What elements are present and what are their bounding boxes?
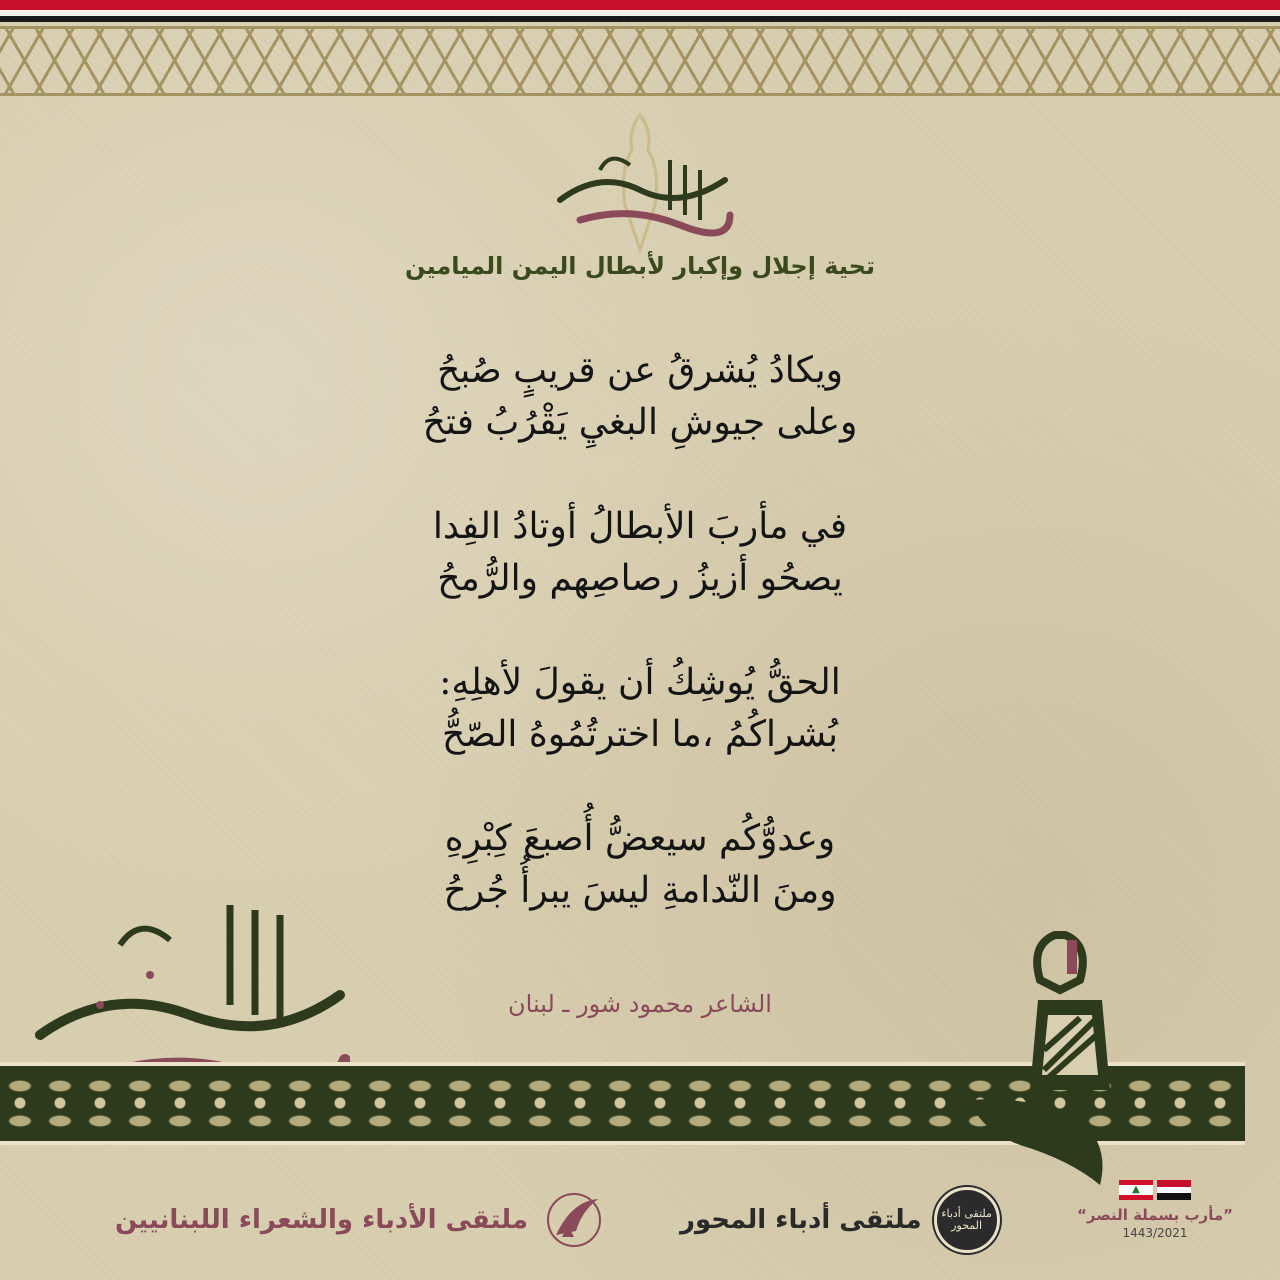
poem-verse: ويكادُ يُشرقُ عن قريبٍ صُبحُ — [437, 350, 843, 391]
org2-name: ملتقى أدباء المحور — [680, 1205, 922, 1235]
poem-verse: وعلى جيوشِ البغيِ يَقْرُبُ فتحُ — [422, 402, 858, 443]
campaign-name: ”مأرب بسملة النصر“ — [1077, 1206, 1233, 1224]
footer-campaign — [1060, 1180, 1250, 1240]
quill-cedar-icon — [542, 1191, 606, 1249]
poem-verse: بُشراكُمُ ،ما اخترتُمُوهُ الصّحُّ — [442, 714, 838, 755]
poem-verse: يصحُو أزيزُ رصاصِهم والرُّمحُ — [437, 558, 843, 599]
tagline: تحية إجلال وإكبار لأبطال اليمن الميامين — [405, 252, 875, 280]
campaign-year: 1443/2021 — [1122, 1226, 1188, 1240]
yemen-flag-icon — [1157, 1180, 1191, 1200]
footer-org-axis-writers — [680, 1185, 1000, 1255]
round-emblem-icon: ملتقى أدباء المحور — [934, 1187, 1000, 1253]
flags — [1060, 1180, 1250, 1200]
yemen-flag-stripe-red — [0, 0, 1280, 10]
poem-verse: في مأربَ الأبطالُ أوتادُ الفِدا — [432, 506, 848, 547]
footer-org-lebanese-writers — [115, 1200, 606, 1240]
poet-credit: الشاعر محمود شور ـ لبنان — [508, 990, 772, 1018]
poem-stanza-1 — [390, 345, 890, 449]
jambiya-dagger-icon — [940, 920, 1180, 1190]
marib-calligraphy-logo-top — [540, 110, 740, 260]
ornamental-top-border — [0, 26, 1280, 96]
poem-verse: ومنَ النّدامةِ ليسَ يبرأُ جُرحُ — [443, 870, 837, 911]
yemen-flag-stripe-black — [0, 16, 1280, 22]
org1-name: ملتقى الأدباء والشعراء اللبنانيين — [115, 1205, 528, 1235]
poem-verse: الحقُّ يُوشِكُ أن يقولَ لأهلِهِ: — [439, 662, 841, 703]
poem-stanza-4 — [390, 813, 890, 917]
lebanon-flag-icon: ▲ — [1119, 1180, 1153, 1200]
poem — [390, 345, 890, 969]
poem-stanza-2 — [390, 501, 890, 605]
poem-stanza-3 — [390, 657, 890, 761]
poem-verse: وعدوُّكُم سيعضُّ أُصبعَ كِبْرِهِ — [444, 818, 836, 859]
